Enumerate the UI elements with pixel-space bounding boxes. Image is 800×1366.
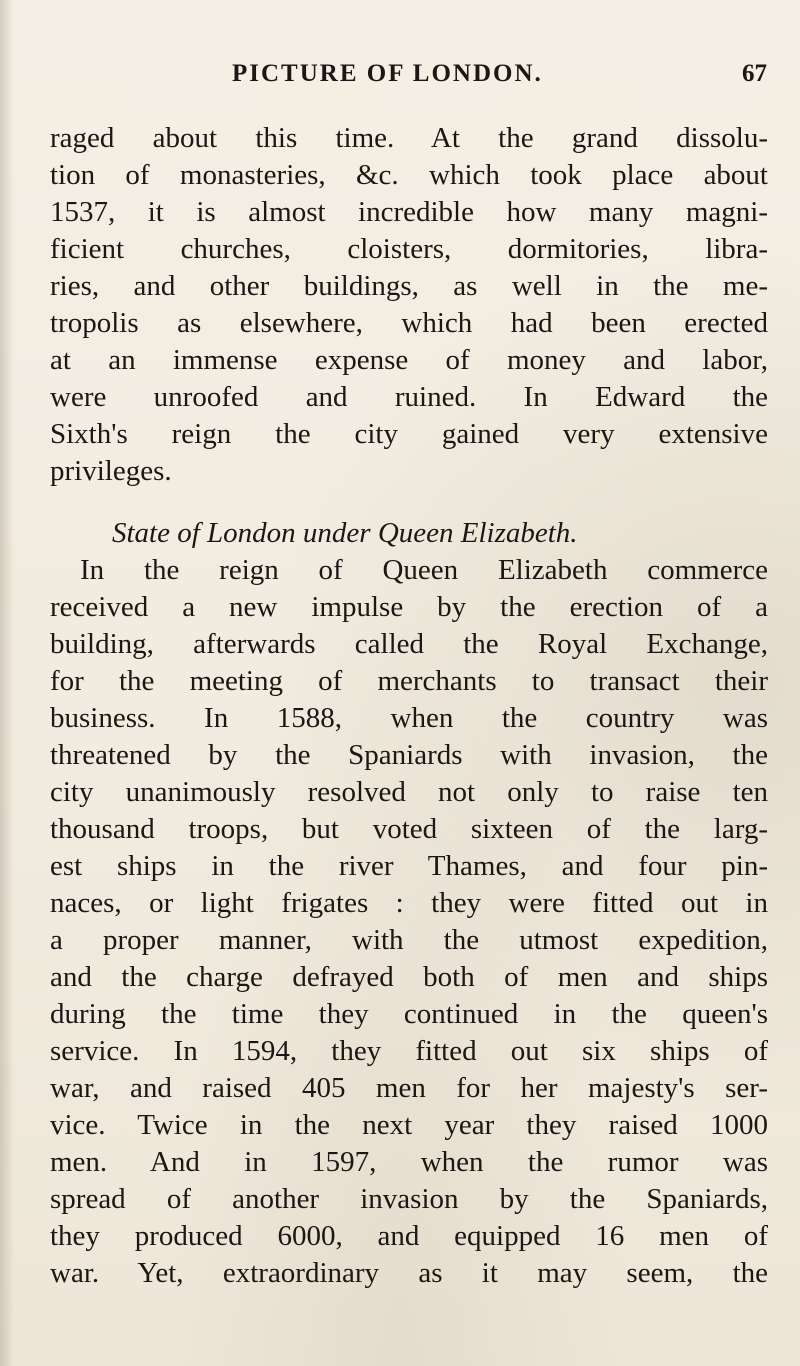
- text-line: business. In 1588, when the country was: [50, 702, 768, 734]
- text-line: raged about this time. At the grand dissolu-: [50, 122, 768, 154]
- text-line: privileges.: [50, 455, 172, 487]
- text-line: war, and raised 405 men for her majesty's ser-: [50, 1072, 768, 1104]
- text-line: during the time they continued in the queen's: [50, 998, 768, 1030]
- text-line: war. Yet, extraordinary as it may seem, the: [50, 1257, 768, 1289]
- text-line: Sixth's reign the city gained very extensive: [50, 418, 768, 450]
- text-line: they produced 6000, and equipped 16 men of: [50, 1220, 768, 1252]
- text-line: and the charge defrayed both of men and ships: [50, 961, 768, 993]
- text-line: tropolis as elsewhere, which had been erected: [50, 307, 768, 339]
- text-line: ries, and other buildings, as well in the me-: [50, 270, 768, 302]
- text-line: 1537, it is almost incredible how many magni-: [50, 196, 768, 228]
- text-line: service. In 1594, they fitted out six ships of: [50, 1035, 768, 1067]
- text-line: vice. Twice in the next year they raised 1000: [50, 1109, 768, 1141]
- text-line: city unanimously resolved not only to raise ten: [50, 776, 768, 808]
- page-number: 67: [742, 60, 767, 87]
- text-line: In the reign of Queen Elizabeth commerce: [80, 554, 768, 586]
- text-line: spread of another invasion by the Spaniards,: [50, 1183, 768, 1215]
- text-line: for the meeting of merchants to transact their: [50, 665, 768, 697]
- text-line: at an immense expense of money and labor,: [50, 344, 768, 376]
- text-line: a proper manner, with the utmost expedition,: [50, 924, 768, 956]
- section-heading: State of London under Queen Elizabeth.: [112, 517, 578, 549]
- text-line: naces, or light frigates : they were fitted out in: [50, 887, 768, 919]
- running-title: PICTURE OF LONDON.: [232, 60, 543, 87]
- text-line: received a new impulse by the erection of a: [50, 591, 768, 623]
- text-line: men. And in 1597, when the rumor was: [50, 1146, 768, 1178]
- text-line: thousand troops, but voted sixteen of the larg-: [50, 813, 768, 845]
- text-line: est ships in the river Thames, and four pin-: [50, 850, 768, 882]
- text-line: threatened by the Spaniards with invasion, the: [50, 739, 768, 771]
- text-line: building, afterwards called the Royal Exchange,: [50, 628, 768, 660]
- text-line: tion of monasteries, &c. which took place about: [50, 159, 768, 191]
- text-line: were unroofed and ruined. In Edward the: [50, 381, 768, 413]
- text-line: ficient churches, cloisters, dormitories, libra-: [50, 233, 768, 265]
